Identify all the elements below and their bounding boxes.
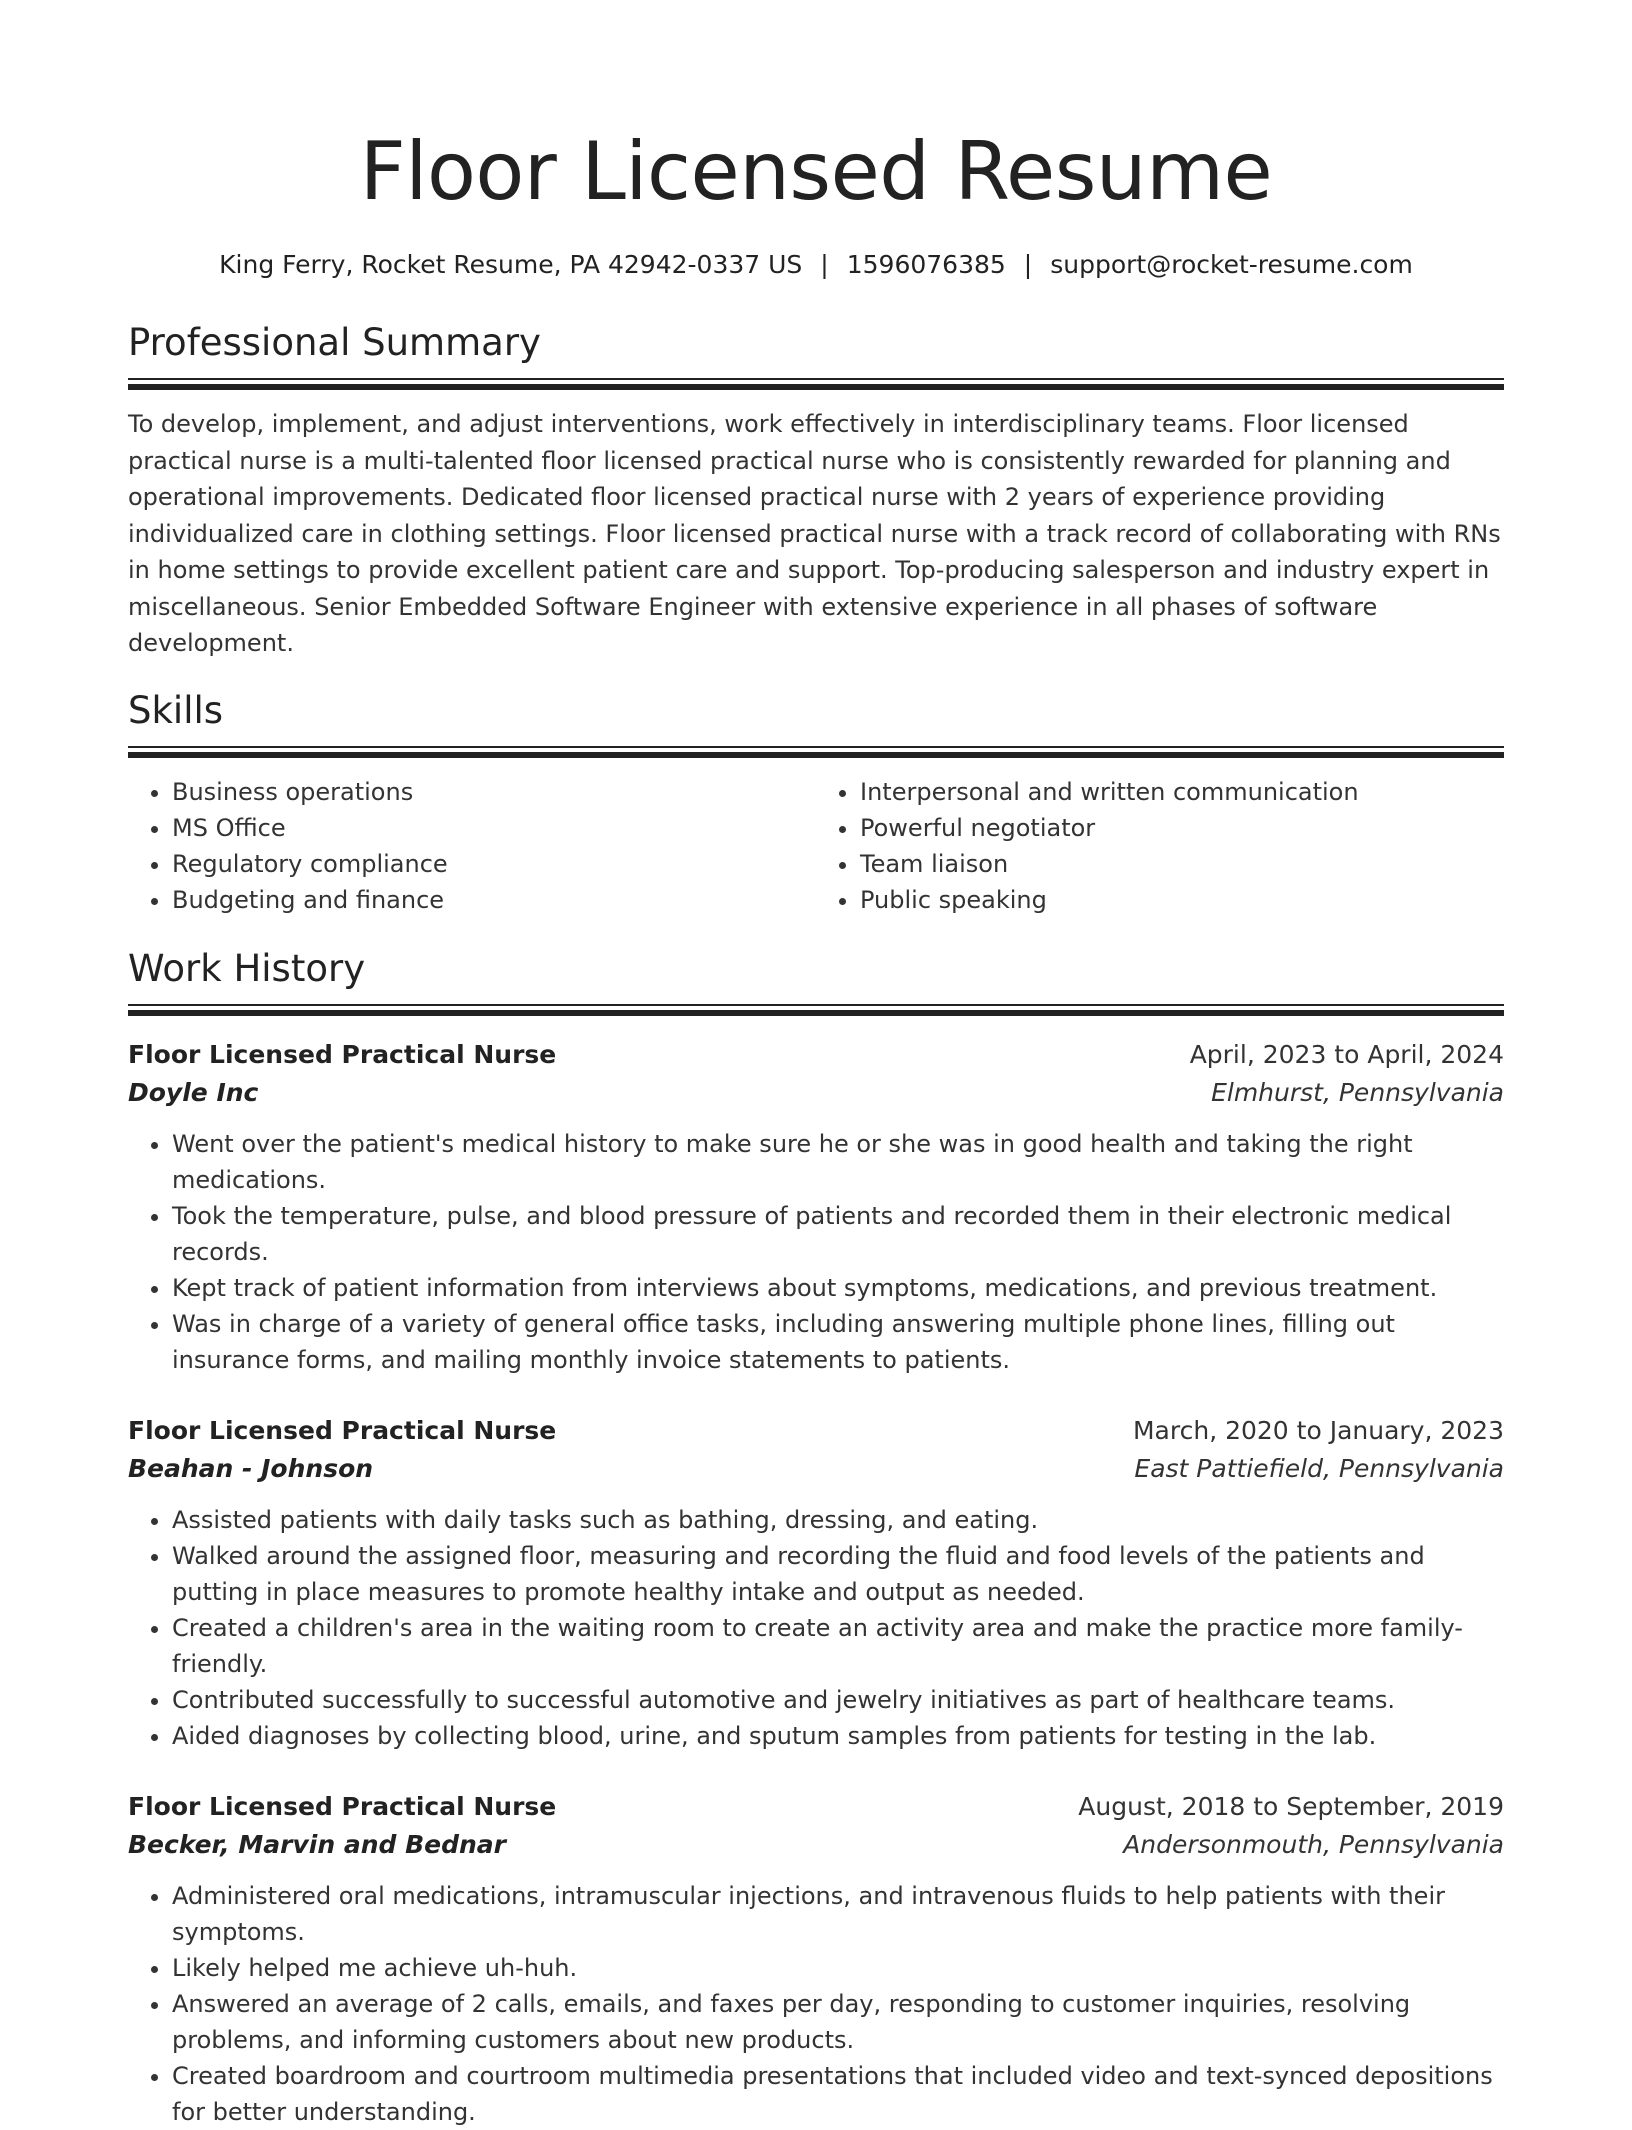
job-company: Beahan - Johnson — [128, 1453, 374, 1483]
job-bullet: • Went over the patient's medical history to make sure he or she was in good health and taking the right medications. — [172, 1126, 1504, 1198]
job-subheader — [128, 1450, 1504, 1488]
section-title-work-history: Work History — [128, 946, 366, 990]
job-bullet: • Was in charge of a variety of general office tasks, including answering multiple phone lines, filling out insurance forms, and mailing monthly invoice statements to patients. — [172, 1306, 1504, 1378]
skill-item: • Budgeting and finance — [172, 882, 816, 918]
job-bullet: • Created boardroom and courtroom multimedia presentations that included video and text-synced depositions for better understanding. — [172, 2058, 1504, 2130]
job-header — [128, 1412, 1504, 1450]
section-divider — [128, 746, 1504, 758]
job-title: Floor Licensed Practical Nurse — [128, 1039, 557, 1069]
job-subheader — [128, 1826, 1504, 1864]
job-location: East Pattiefield, Pennsylvania — [1134, 1453, 1504, 1483]
job-bullet: • Created a children's area in the waiting room to create an activity area and make the practice more family-friendly. — [172, 1610, 1504, 1682]
job-bullets — [128, 1126, 1504, 1378]
job-bullet: • Answered an average of 2 calls, emails, and faxes per day, responding to customer inquiries, resolving problems, and informing customers about new products. — [172, 1986, 1504, 2058]
section-title-summary: Professional Summary — [128, 321, 541, 364]
job-bullets — [128, 1502, 1504, 1754]
professional-summary-section — [128, 320, 1504, 662]
work-history-section — [128, 946, 1504, 2130]
job-bullet: • Took the temperature, pulse, and blood pressure of patients and recorded them in their electronic medical records. — [172, 1198, 1504, 1270]
resume-name: Floor Licensed Resume — [359, 125, 1273, 218]
skill-item: • Team liaison — [860, 846, 1504, 882]
job-location: Elmhurst, Pennsylvania — [1211, 1077, 1504, 1107]
job-bullet: • Assisted patients with daily tasks such as bathing, dressing, and eating. — [172, 1502, 1504, 1538]
skill-item: • Interpersonal and written communication — [860, 774, 1504, 810]
job-dates: August, 2018 to September, 2019 — [1078, 1791, 1504, 1821]
contact-line — [128, 248, 1504, 282]
skill-item: • Business operations — [172, 774, 816, 810]
contact-phone: 1596076385 — [846, 250, 1006, 279]
section-divider — [128, 1004, 1504, 1016]
skill-item: • Public speaking — [860, 882, 1504, 918]
job-dates: April, 2023 to April, 2024 — [1189, 1039, 1504, 1069]
job-entry — [128, 1412, 1504, 1754]
job-subheader — [128, 1074, 1504, 1112]
job-bullet: • Likely helped me achieve uh-huh. — [172, 1950, 1504, 1986]
job-header — [128, 1036, 1504, 1074]
skill-item: • Regulatory compliance — [172, 846, 816, 882]
contact-separator: | — [820, 250, 829, 279]
job-location: Andersonmouth, Pennsylvania — [1123, 1829, 1504, 1859]
skill-item: • Powerful negotiator — [860, 810, 1504, 846]
skills-list-left — [128, 774, 816, 918]
job-bullet: • Aided diagnoses by collecting blood, urine, and sputum samples from patients for testing in the lab. — [172, 1718, 1504, 1754]
section-divider — [128, 378, 1504, 390]
job-title: Floor Licensed Practical Nurse — [128, 1415, 557, 1445]
job-title: Floor Licensed Practical Nurse — [128, 1791, 557, 1821]
skills-columns — [128, 774, 1504, 918]
job-bullet: • Contributed successfully to successful automotive and jewelry initiatives as part of healthcare teams. — [172, 1682, 1504, 1718]
job-bullet: • Walked around the assigned floor, measuring and recording the fluid and food levels of the patients and putting in place measures to promote healthy intake and output as needed. — [172, 1538, 1504, 1610]
job-entry — [128, 1788, 1504, 2130]
job-entry — [128, 1036, 1504, 1378]
skills-section — [128, 688, 1504, 918]
contact-address: King Ferry, Rocket Resume, PA 42942-0337 US — [219, 250, 803, 279]
skill-item: • MS Office — [172, 810, 816, 846]
job-company: Becker, Marvin and Bednar — [128, 1829, 506, 1859]
section-title-skills: Skills — [128, 688, 224, 732]
job-header — [128, 1788, 1504, 1826]
skills-list-right — [816, 774, 1504, 918]
job-dates: March, 2020 to January, 2023 — [1132, 1415, 1504, 1445]
contact-email: support@rocket-resume.com — [1050, 250, 1413, 279]
summary-text: To develop, implement, and adjust interventions, work effectively in interdisciplinary teams. Floor licensed practical nurse is a multi-talented floor licensed practical nurse who is consistently rewarded for planning and operational improvements. Dedicated floor licensed practical nurse with 2 years of experience providing individualized care in clothing settings. Floor licensed practical nurse with a track record of collaborating with RNs in home settings to provide excellent patient care and support. Top-producing salesperson and industry expert in miscellaneous. Senior Embedded Software Engineer with extensive experience in all phases of software development. — [128, 410, 1501, 657]
job-bullets — [128, 1878, 1504, 2130]
job-company: Doyle Inc — [128, 1077, 259, 1107]
job-bullet: • Kept track of patient information from interviews about symptoms, medications, and previous treatment. — [172, 1270, 1504, 1306]
contact-separator: | — [1023, 250, 1033, 279]
job-bullet: • Administered oral medications, intramuscular injections, and intravenous fluids to help patients with their symptoms. — [172, 1878, 1504, 1950]
resume-page — [128, 0, 1504, 2130]
